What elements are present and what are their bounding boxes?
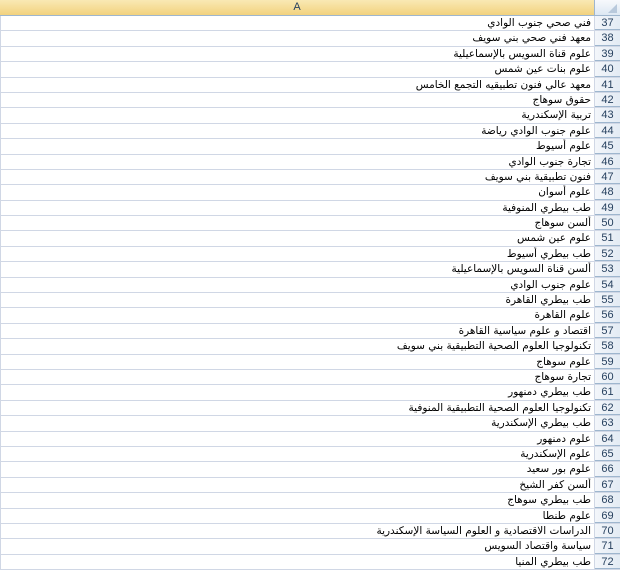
table-row (0, 155, 620, 170)
cell-a[interactable]: فنون تطبيقية بني سويف (0, 170, 595, 184)
row-header[interactable]: 47 (595, 170, 620, 184)
row-header[interactable]: 67 (595, 478, 620, 492)
cell-a[interactable]: ألسن قناة السويس بالإسماعيلية (0, 262, 595, 276)
row-header[interactable]: 68 (595, 493, 620, 507)
table-row (0, 416, 620, 431)
row-header[interactable]: 66 (595, 462, 620, 476)
cell-a[interactable]: طب بيطري دمنهور (0, 385, 595, 399)
table-row (0, 262, 620, 277)
column-header-row (0, 0, 620, 16)
cell-a[interactable]: حقوق سوهاج (0, 93, 595, 107)
row-header[interactable]: 56 (595, 308, 620, 322)
cell-a[interactable]: علوم بنات عين شمس (0, 62, 595, 76)
row-header[interactable]: 51 (595, 231, 620, 245)
cell-a[interactable]: طب بيطري سوهاج (0, 493, 595, 507)
row-header[interactable]: 50 (595, 216, 620, 230)
cell-a[interactable]: اقتصاد و علوم سياسية القاهرة (0, 324, 595, 338)
row-header[interactable]: 59 (595, 355, 620, 369)
table-row (0, 124, 620, 139)
table-row (0, 324, 620, 339)
table-row (0, 539, 620, 554)
table-row (0, 462, 620, 477)
row-header[interactable]: 71 (595, 539, 620, 553)
cell-a[interactable]: علوم القاهرة (0, 308, 595, 322)
row-header[interactable]: 48 (595, 185, 620, 199)
column-header-a[interactable]: A (0, 0, 595, 15)
row-header[interactable]: 44 (595, 124, 620, 138)
table-row (0, 108, 620, 123)
cell-a[interactable]: فني صحي جنوب الوادي (0, 16, 595, 30)
cell-a[interactable]: الدراسات الاقتصادية و العلوم السياسة الإسكندرية (0, 524, 595, 538)
cell-a[interactable]: ألسن كفر الشيخ (0, 478, 595, 492)
cell-a[interactable]: علوم سوهاج (0, 355, 595, 369)
table-row (0, 370, 620, 385)
row-header[interactable]: 65 (595, 447, 620, 461)
table-row (0, 355, 620, 370)
cell-a[interactable]: معهد فني صحي بني سويف (0, 31, 595, 45)
cell-a[interactable]: علوم عين شمس (0, 231, 595, 245)
cell-a[interactable]: علوم بور سعيد (0, 462, 595, 476)
row-header[interactable]: 55 (595, 293, 620, 307)
row-header[interactable]: 38 (595, 31, 620, 45)
cell-a[interactable]: علوم جنوب الوادي رياضة (0, 124, 595, 138)
cell-a[interactable]: تجارة سوهاج (0, 370, 595, 384)
table-row (0, 31, 620, 46)
table-row (0, 216, 620, 231)
select-all-triangle-icon (608, 4, 617, 13)
table-row (0, 247, 620, 262)
table-row (0, 293, 620, 308)
cell-a[interactable]: سياسة واقتصاد السويس (0, 539, 595, 553)
table-row (0, 339, 620, 354)
row-header[interactable]: 58 (595, 339, 620, 353)
table-row (0, 509, 620, 524)
cell-a[interactable]: طب بيطري الإسكندرية (0, 416, 595, 430)
cell-a[interactable]: علوم أسوان (0, 185, 595, 199)
table-row (0, 308, 620, 323)
cell-a[interactable]: تكنولوجيا العلوم الصحية التطبيقية بني سويف (0, 339, 595, 353)
cell-a[interactable]: طب بيطري المنوفية (0, 201, 595, 215)
table-row (0, 16, 620, 31)
table-row (0, 278, 620, 293)
table-row (0, 47, 620, 62)
cell-a[interactable]: تجارة جنوب الوادي (0, 155, 595, 169)
row-header[interactable]: 46 (595, 155, 620, 169)
cell-a[interactable]: معهد عالي فنون تطبيقيه التجمع الخامس (0, 78, 595, 92)
table-row (0, 201, 620, 216)
row-header[interactable]: 45 (595, 139, 620, 153)
row-header[interactable]: 54 (595, 278, 620, 292)
row-header[interactable]: 37 (595, 16, 620, 30)
row-header[interactable]: 49 (595, 201, 620, 215)
table-row (0, 401, 620, 416)
cell-a[interactable]: علوم جنوب الوادي (0, 278, 595, 292)
table-row (0, 170, 620, 185)
table-row (0, 493, 620, 508)
cell-a[interactable]: علوم طنطا (0, 509, 595, 523)
table-row (0, 555, 620, 570)
row-header[interactable]: 70 (595, 524, 620, 538)
cell-a[interactable]: طب بيطري أسيوط (0, 247, 595, 261)
cell-a[interactable]: تربية الإسكندرية (0, 108, 595, 122)
row-header[interactable]: 61 (595, 385, 620, 399)
cell-a[interactable]: ألسن سوهاج (0, 216, 595, 230)
cell-a[interactable]: طب بيطري المنيا (0, 555, 595, 569)
row-header[interactable]: 69 (595, 509, 620, 523)
table-row (0, 93, 620, 108)
row-header[interactable]: 52 (595, 247, 620, 261)
table-row (0, 478, 620, 493)
row-header[interactable]: 64 (595, 432, 620, 446)
cell-a[interactable]: طب بيطري القاهرة (0, 293, 595, 307)
table-row (0, 385, 620, 400)
table-row (0, 432, 620, 447)
cell-a[interactable]: تكنولوجيا العلوم الصحية التطبيقية المنوفية (0, 401, 595, 415)
row-header[interactable]: 41 (595, 78, 620, 92)
row-header[interactable]: 60 (595, 370, 620, 384)
table-row (0, 78, 620, 93)
row-header[interactable]: 63 (595, 416, 620, 430)
table-row (0, 185, 620, 200)
cell-a[interactable]: علوم الإسكندرية (0, 447, 595, 461)
row-header[interactable]: 57 (595, 324, 620, 338)
table-row (0, 447, 620, 462)
table-row (0, 524, 620, 539)
row-header[interactable]: 62 (595, 401, 620, 415)
cell-a[interactable]: علوم دمنهور (0, 432, 595, 446)
row-header[interactable]: 42 (595, 93, 620, 107)
rows-container (0, 16, 620, 570)
select-all-corner[interactable] (595, 0, 620, 15)
cell-a[interactable]: علوم قناة السويس بالإسماعيلية (0, 47, 595, 61)
cell-a[interactable]: علوم أسيوط (0, 139, 595, 153)
row-header[interactable]: 53 (595, 262, 620, 276)
row-header[interactable]: 39 (595, 47, 620, 61)
table-row (0, 62, 620, 77)
table-row (0, 231, 620, 246)
row-header[interactable]: 72 (595, 555, 620, 569)
row-header[interactable]: 43 (595, 108, 620, 122)
row-header[interactable]: 40 (595, 62, 620, 76)
table-row (0, 139, 620, 154)
